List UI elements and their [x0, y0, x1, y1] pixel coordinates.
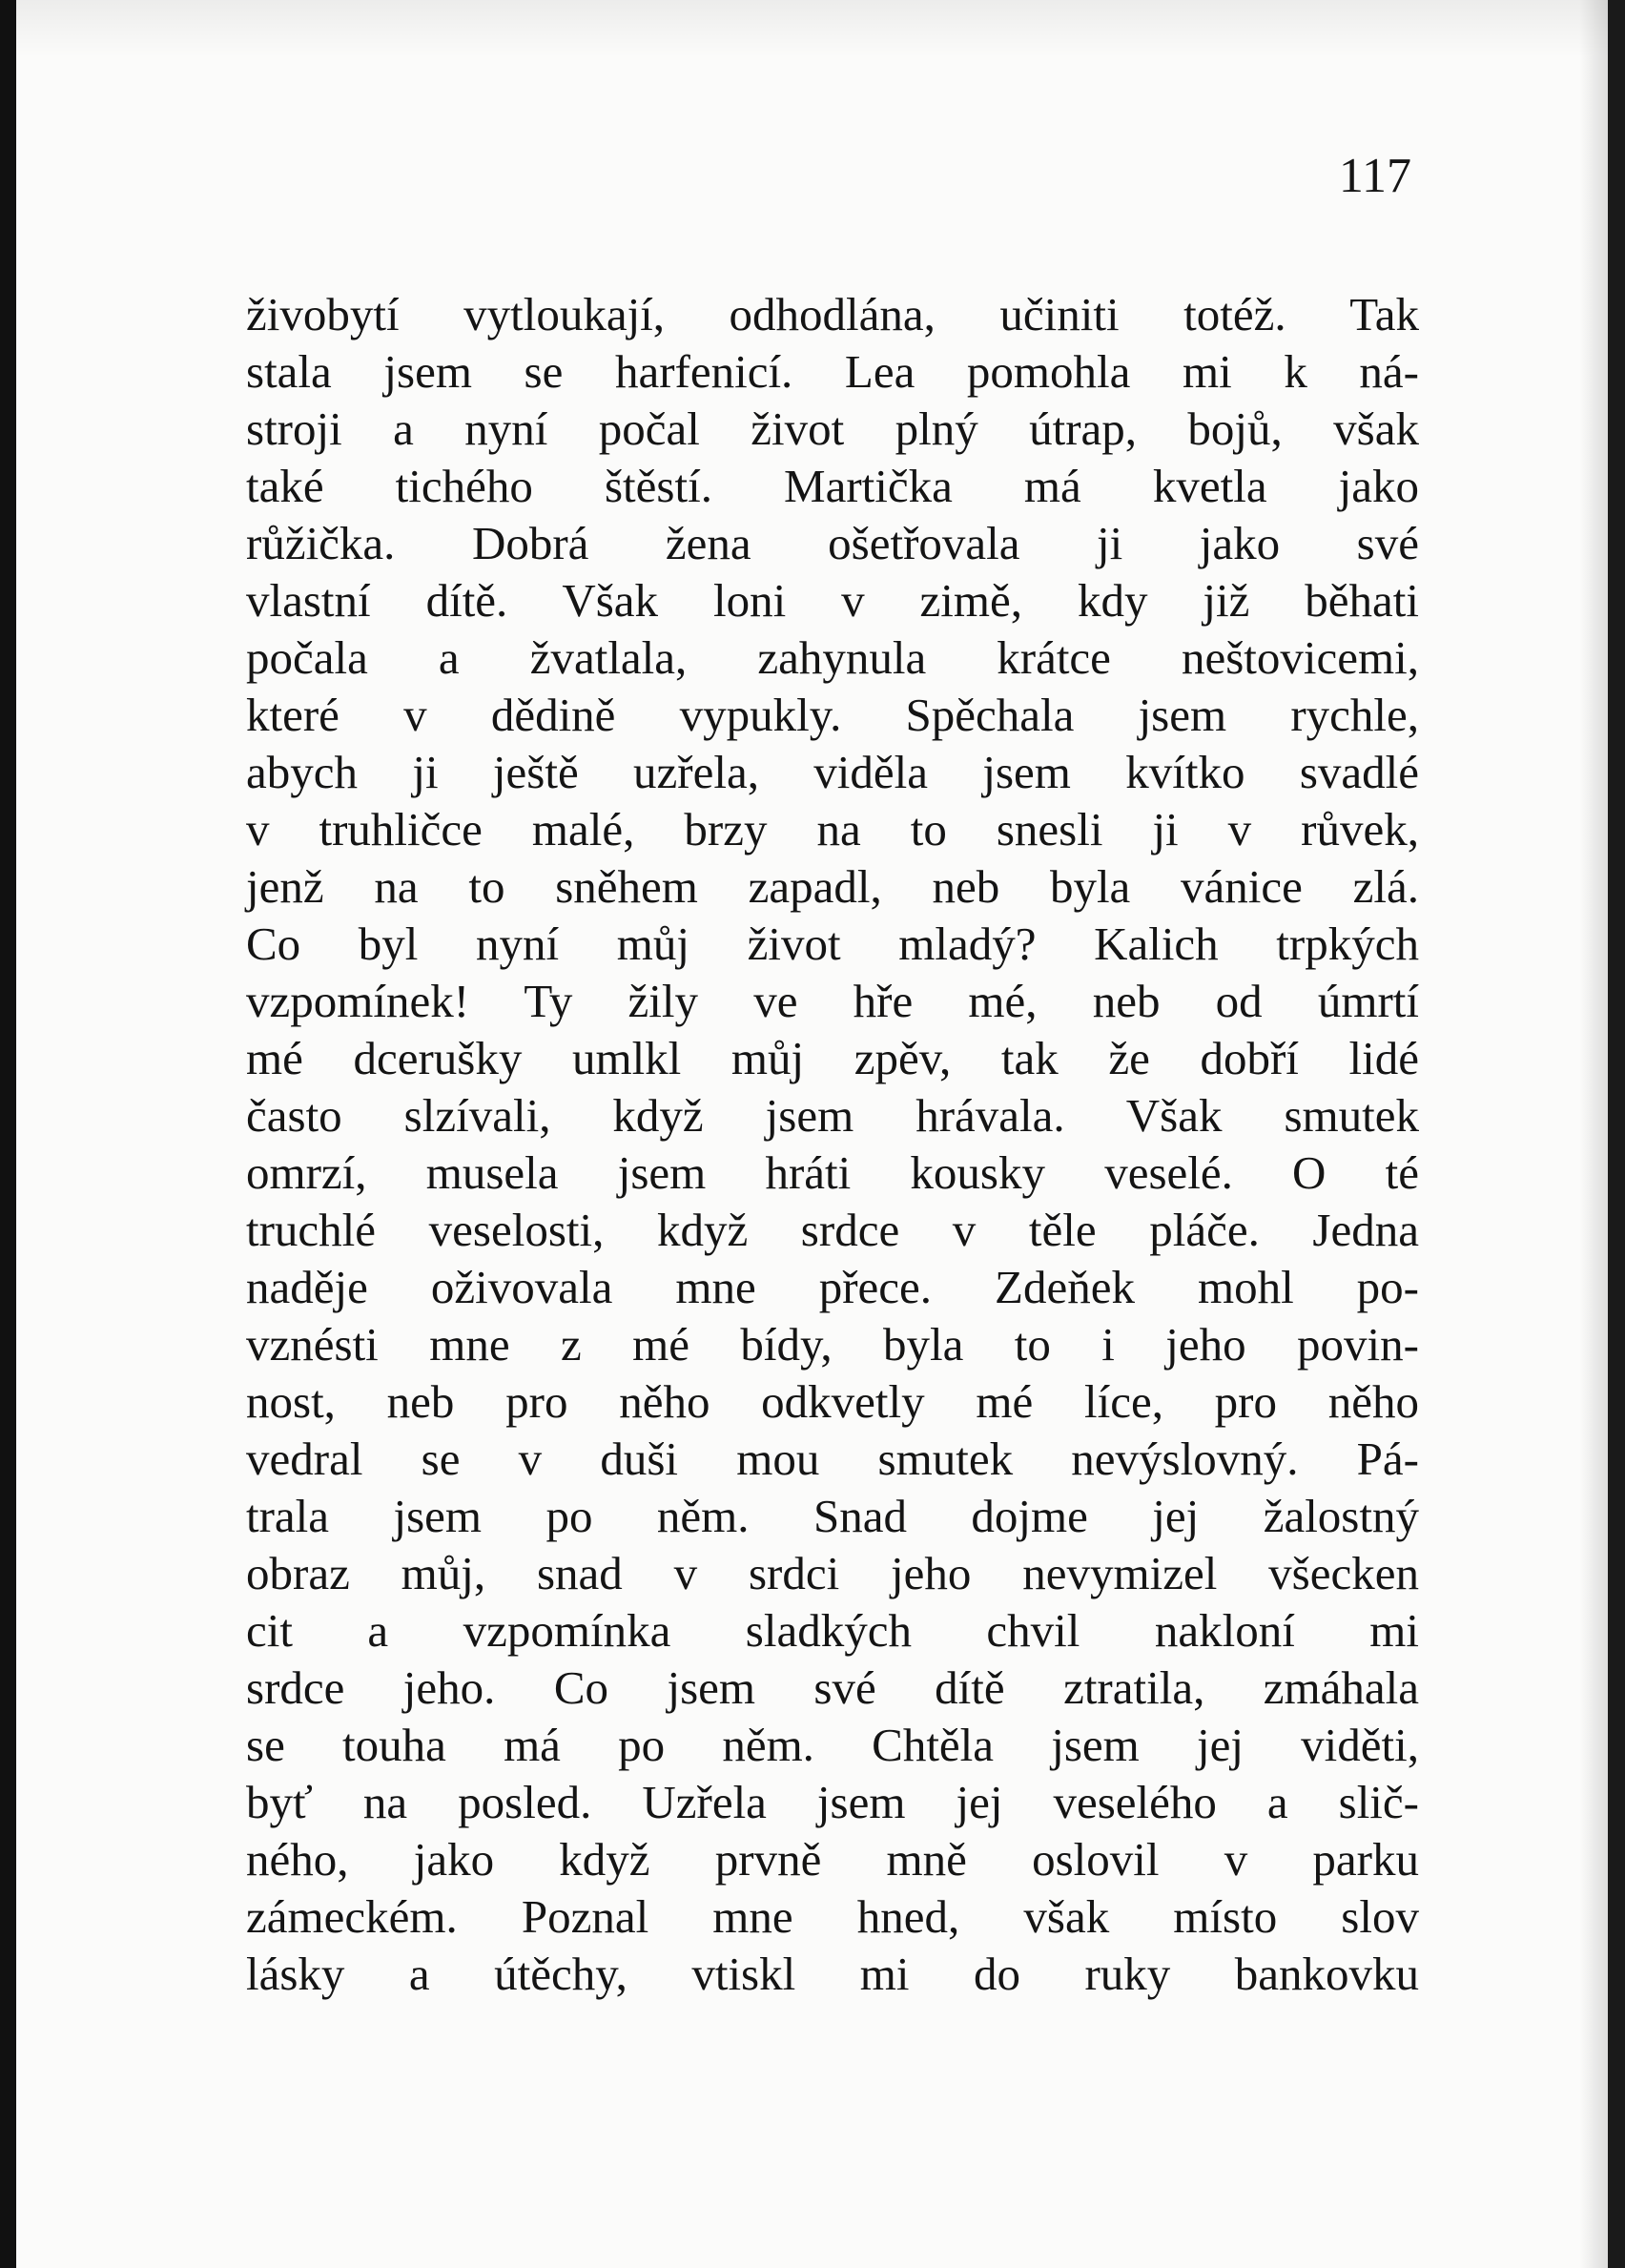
scan-shadow-top: [16, 0, 1608, 57]
text-line: živobytí vytloukají, odhodlána, učiniti totéž. Tak: [246, 288, 1419, 340]
text-line: Co byl nyní můj život mladý? Kalich trpkých: [246, 918, 1419, 970]
text-line: omrzí, musela jsem hráti kousky veselé. O té: [246, 1146, 1419, 1199]
text-line: často slzívali, když jsem hrávala. Však smutek: [246, 1089, 1419, 1142]
text-line: mé dcerušky umlkl můj zpěv, tak že dobří lidé: [246, 1032, 1419, 1084]
text-line: nost, neb pro něho odkvetly mé líce, pro něho: [246, 1375, 1419, 1428]
text-line: které v dědině vypukly. Spěchala jsem rychle,: [246, 689, 1419, 741]
scan-edge-left: [0, 0, 16, 2268]
text-line: také tichého štěstí. Martička má kvetla jako: [246, 460, 1419, 512]
text-line: počala a žvatlala, zahynula krátce neštovicemi,: [246, 631, 1419, 684]
text-line: trala jsem po něm. Snad dojme jej žalostný: [246, 1490, 1419, 1542]
scan-shadow-right: [1579, 0, 1608, 2268]
scan-edge-right: [1608, 0, 1625, 2268]
page-number: 117: [1338, 149, 1411, 203]
text-line: cit a vzpomínka sladkých chvil nakloní mi: [246, 1604, 1419, 1657]
text-line: stroji a nyní počal život plný útrap, bojů, však: [246, 402, 1419, 455]
text-line: naděje oživovala mne přece. Zdeňek mohl po-: [246, 1261, 1419, 1313]
text-line: jenž na to sněhem zapadl, neb byla vánice zlá.: [246, 860, 1419, 913]
text-line: vlastní dítě. Však loni v zimě, kdy již běhati: [246, 574, 1419, 627]
text-line: abych ji ještě uzřela, viděla jsem kvítko svadlé: [246, 746, 1419, 798]
text-line: ného, jako když prvně mně oslovil v parku: [246, 1833, 1419, 1886]
body-text: [246, 286, 1419, 2003]
text-line: byť na posled. Uzřela jsem jej veselého a slič-: [246, 1776, 1419, 1828]
text-line: lásky a útěchy, vtiskl mi do ruky bankovku: [246, 1948, 1419, 2000]
text-line: růžička. Dobrá žena ošetřovala ji jako své: [246, 517, 1419, 569]
text-line: truchlé veselosti, když srdce v těle pláče. Jedna: [246, 1204, 1419, 1256]
text-line: zámeckém. Poznal mne hned, však místo slov: [246, 1890, 1419, 1943]
text-line: srdce jeho. Co jsem své dítě ztratila, zmáhala: [246, 1661, 1419, 1714]
text-line: vzpomínek! Ty žily ve hře mé, neb od úmrtí: [246, 975, 1419, 1027]
text-line: se touha má po něm. Chtěla jsem jej viděti,: [246, 1719, 1419, 1771]
text-line: obraz můj, snad v srdci jeho nevymizel všecken: [246, 1547, 1419, 1599]
text-line: stala jsem se harfenicí. Lea pomohla mi k ná-: [246, 345, 1419, 398]
text-line: v truhličce malé, brzy na to snesli ji v růvek,: [246, 803, 1419, 856]
text-line: vedral se v duši mou smutek nevýslovný. Pá-: [246, 1433, 1419, 1485]
text-line: vznésti mne z mé bídy, byla to i jeho povin-: [246, 1318, 1419, 1371]
